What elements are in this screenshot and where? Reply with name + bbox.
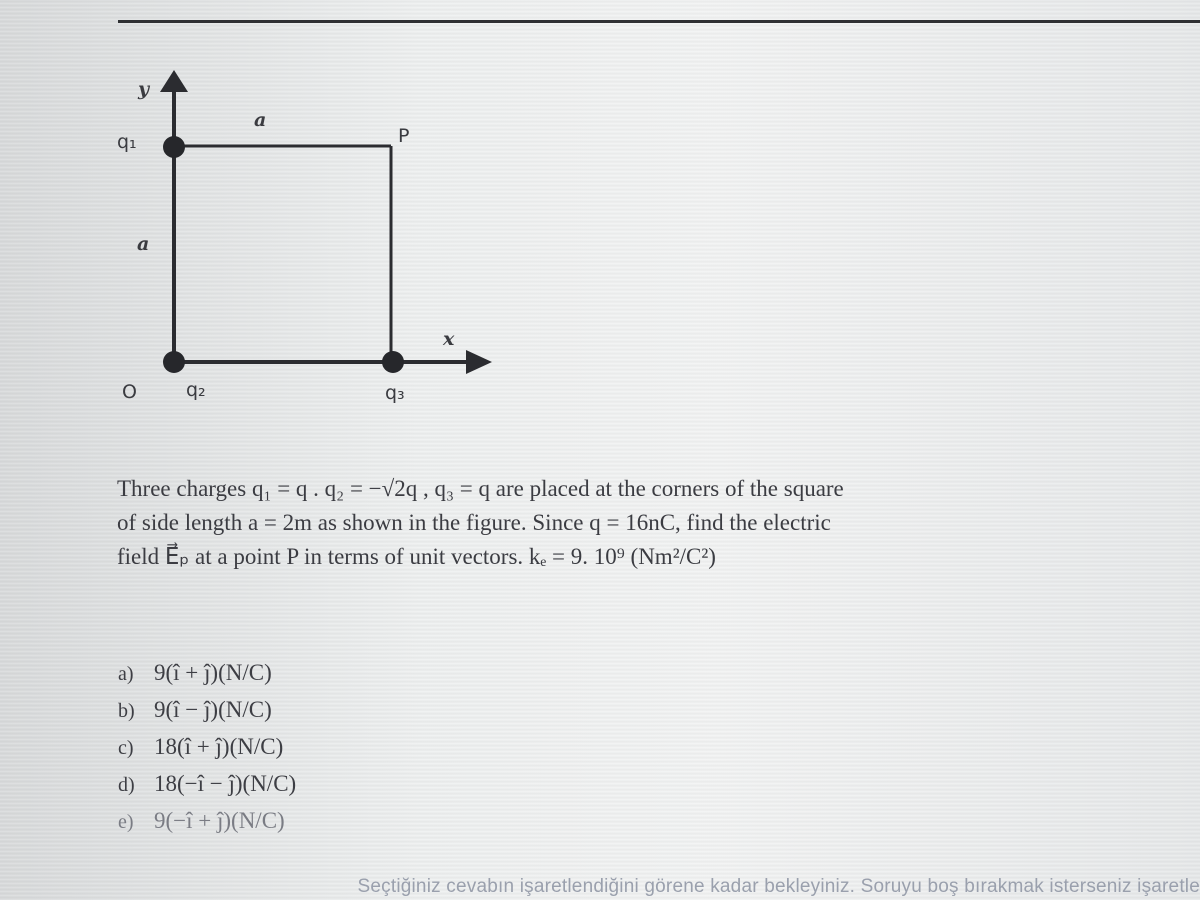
- option-e[interactable]: [118, 803, 296, 840]
- y-axis-arrow-icon: [160, 70, 188, 92]
- charge-q3-dot: [382, 351, 404, 373]
- option-text: 9(−î + ĵ)(N/C): [154, 808, 285, 833]
- option-a[interactable]: [118, 655, 296, 692]
- option-letter: e): [118, 811, 134, 833]
- option-letter: d): [118, 774, 135, 796]
- option-text: 9(î + ĵ)(N/C): [154, 660, 272, 685]
- q3-label: q₃: [385, 382, 405, 404]
- option-text: 18(−î − ĵ)(N/C): [154, 771, 297, 796]
- charge-q1-dot: [163, 136, 185, 158]
- q1-label: q₁: [117, 131, 137, 153]
- question-line: field E⃗ₚ at a point P in terms of unit vectors. kₑ = 9. 10⁹ (Nm²/C²): [117, 544, 716, 569]
- question-text: [117, 472, 1117, 574]
- side-left-label: a: [137, 233, 150, 255]
- y-axis-label: y: [138, 78, 150, 100]
- question-line: Three charges q₁ = q . q₂ = −√2q , q₃ = q are placed at the corners of the square: [117, 476, 844, 501]
- option-d[interactable]: [118, 766, 296, 803]
- side-top-label: a: [254, 109, 267, 131]
- charge-q2-dot: [163, 351, 185, 373]
- option-text: 18(î + ĵ)(N/C): [154, 734, 284, 759]
- question-line: of side length a = 2m as shown in the figure. Since q = 16nC, find the electric: [117, 510, 831, 535]
- origin-label: O: [122, 381, 137, 403]
- answer-options: [118, 655, 296, 840]
- selection-hint: Seçtiğiniz cevabın işaretlendiğini görene kadar bekleyiniz. Soruyu boş bırakmak isterseniz işaretle: [357, 876, 1200, 897]
- point-p-label: P: [398, 125, 410, 147]
- x-axis-label: x: [443, 328, 455, 350]
- charge-square-figure: [0, 0, 1200, 440]
- option-letter: c): [118, 737, 134, 759]
- option-text: 9(î − ĵ)(N/C): [154, 697, 272, 722]
- option-letter: a): [118, 663, 134, 685]
- option-b[interactable]: [118, 692, 296, 729]
- q2-label: q₂: [186, 379, 206, 401]
- option-letter: b): [118, 700, 135, 722]
- option-c[interactable]: [118, 729, 296, 766]
- x-axis-arrow-icon: [466, 350, 492, 374]
